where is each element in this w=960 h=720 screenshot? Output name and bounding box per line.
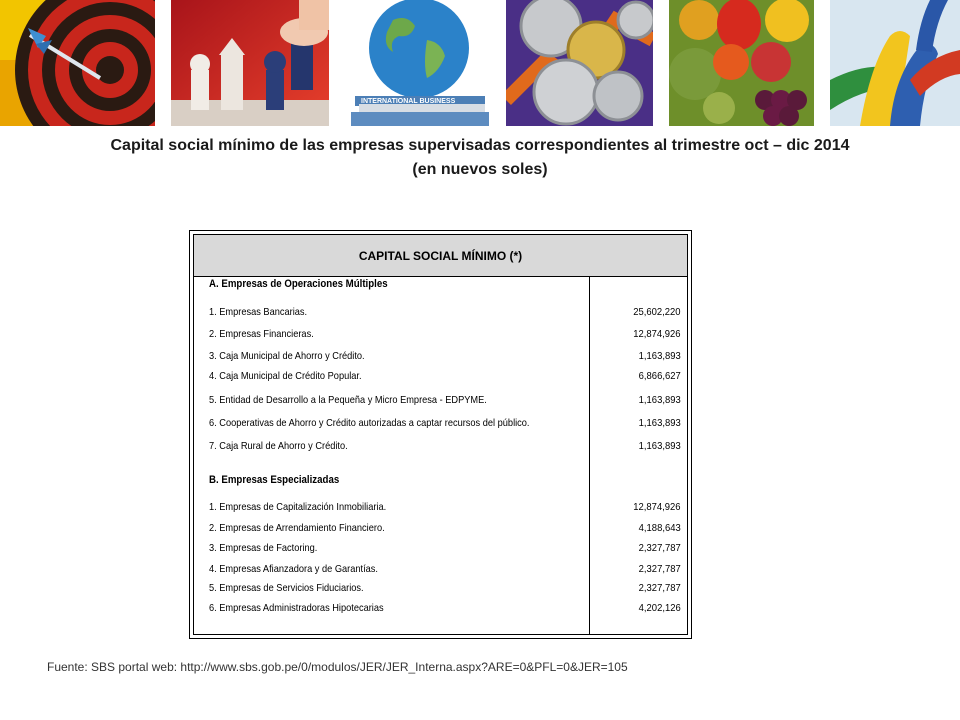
table-header: CAPITAL SOCIAL MÍNIMO (*): [193, 234, 688, 277]
svg-text:INTERNATIONAL BUSINESS: INTERNATIONAL BUSINESS: [361, 98, 456, 105]
title-line-2: (en nuevos soles): [412, 161, 548, 178]
table-row-label: 2. Empresas Financieras.: [209, 328, 314, 340]
table-row-label: 3. Empresas de Factoring.: [209, 542, 318, 554]
table-row-value: 2,327,787: [638, 542, 681, 554]
globe-books-icon: [345, 0, 492, 126]
table-row-value: 1,163,893: [638, 440, 681, 452]
section-heading-a: A. Empresas de Operaciones Múltiples: [209, 278, 388, 290]
table-row-label: 7. Caja Rural de Ahorro y Crédito.: [209, 440, 348, 452]
table-row-value: 4,202,126: [638, 602, 681, 614]
column-divider: [589, 277, 590, 634]
capital-table: [189, 230, 692, 639]
table-row-label: 6. Cooperativas de Ahorro y Crédito autorizadas a captar recursos del público.: [209, 417, 530, 429]
dartboard-icon: [0, 0, 155, 126]
photo-banner: [0, 0, 960, 126]
fruits-vegetables-icon: [669, 0, 814, 126]
section-heading-b: B. Empresas Especializadas: [209, 474, 340, 486]
table-row-label: 4. Caja Municipal de Crédito Popular.: [209, 370, 362, 382]
table-row-value: 1,163,893: [638, 417, 681, 429]
page-title: [0, 134, 960, 182]
table-body: [193, 277, 688, 635]
table-row-value: 25,602,220: [633, 306, 681, 318]
table-row-label: 1. Empresas Bancarias.: [209, 306, 308, 318]
table-row-label: 6. Empresas Administradoras Hipotecarias: [209, 602, 384, 614]
table-row-value: 6,866,627: [638, 370, 681, 382]
table-row-value: 4,188,643: [638, 522, 681, 534]
table-row-value: 1,163,893: [638, 350, 681, 362]
table-row-label: 5. Entidad de Desarrollo a la Pequeña y Micro Empresa - EDPYME.: [209, 394, 487, 406]
table-row-label: 3. Caja Municipal de Ahorro y Crédito.: [209, 350, 365, 362]
table-row-value: 12,874,926: [633, 328, 681, 340]
table-row-value: 2,327,787: [638, 582, 681, 594]
stacked-hands-icon: [830, 0, 960, 126]
table-row-label: 5. Empresas de Servicios Fiduciarios.: [209, 582, 364, 594]
table-row-value: 2,327,787: [638, 563, 681, 575]
table-row-value: 12,874,926: [633, 501, 681, 513]
title-line-1: Capital social mínimo de las empresas supervisadas correspondientes al trimestre oct – dic 2014: [110, 137, 850, 154]
table-row-label: 4. Empresas Afianzadora y de Garantías.: [209, 563, 378, 575]
table-row-value: 1,163,893: [638, 394, 681, 406]
table-row-label: 2. Empresas de Arrendamiento Financiero.: [209, 522, 385, 534]
chess-pieces-icon: [171, 0, 329, 126]
source-note: Fuente: SBS portal web: http://www.sbs.gob.pe/0/modulos/JER/JER_Interna.aspx?ARE=0&PFL=0&JER=105: [47, 660, 628, 674]
table-row-label: 1. Empresas de Capitalización Inmobiliaria.: [209, 501, 387, 513]
coins-arrow-icon: [506, 0, 653, 126]
